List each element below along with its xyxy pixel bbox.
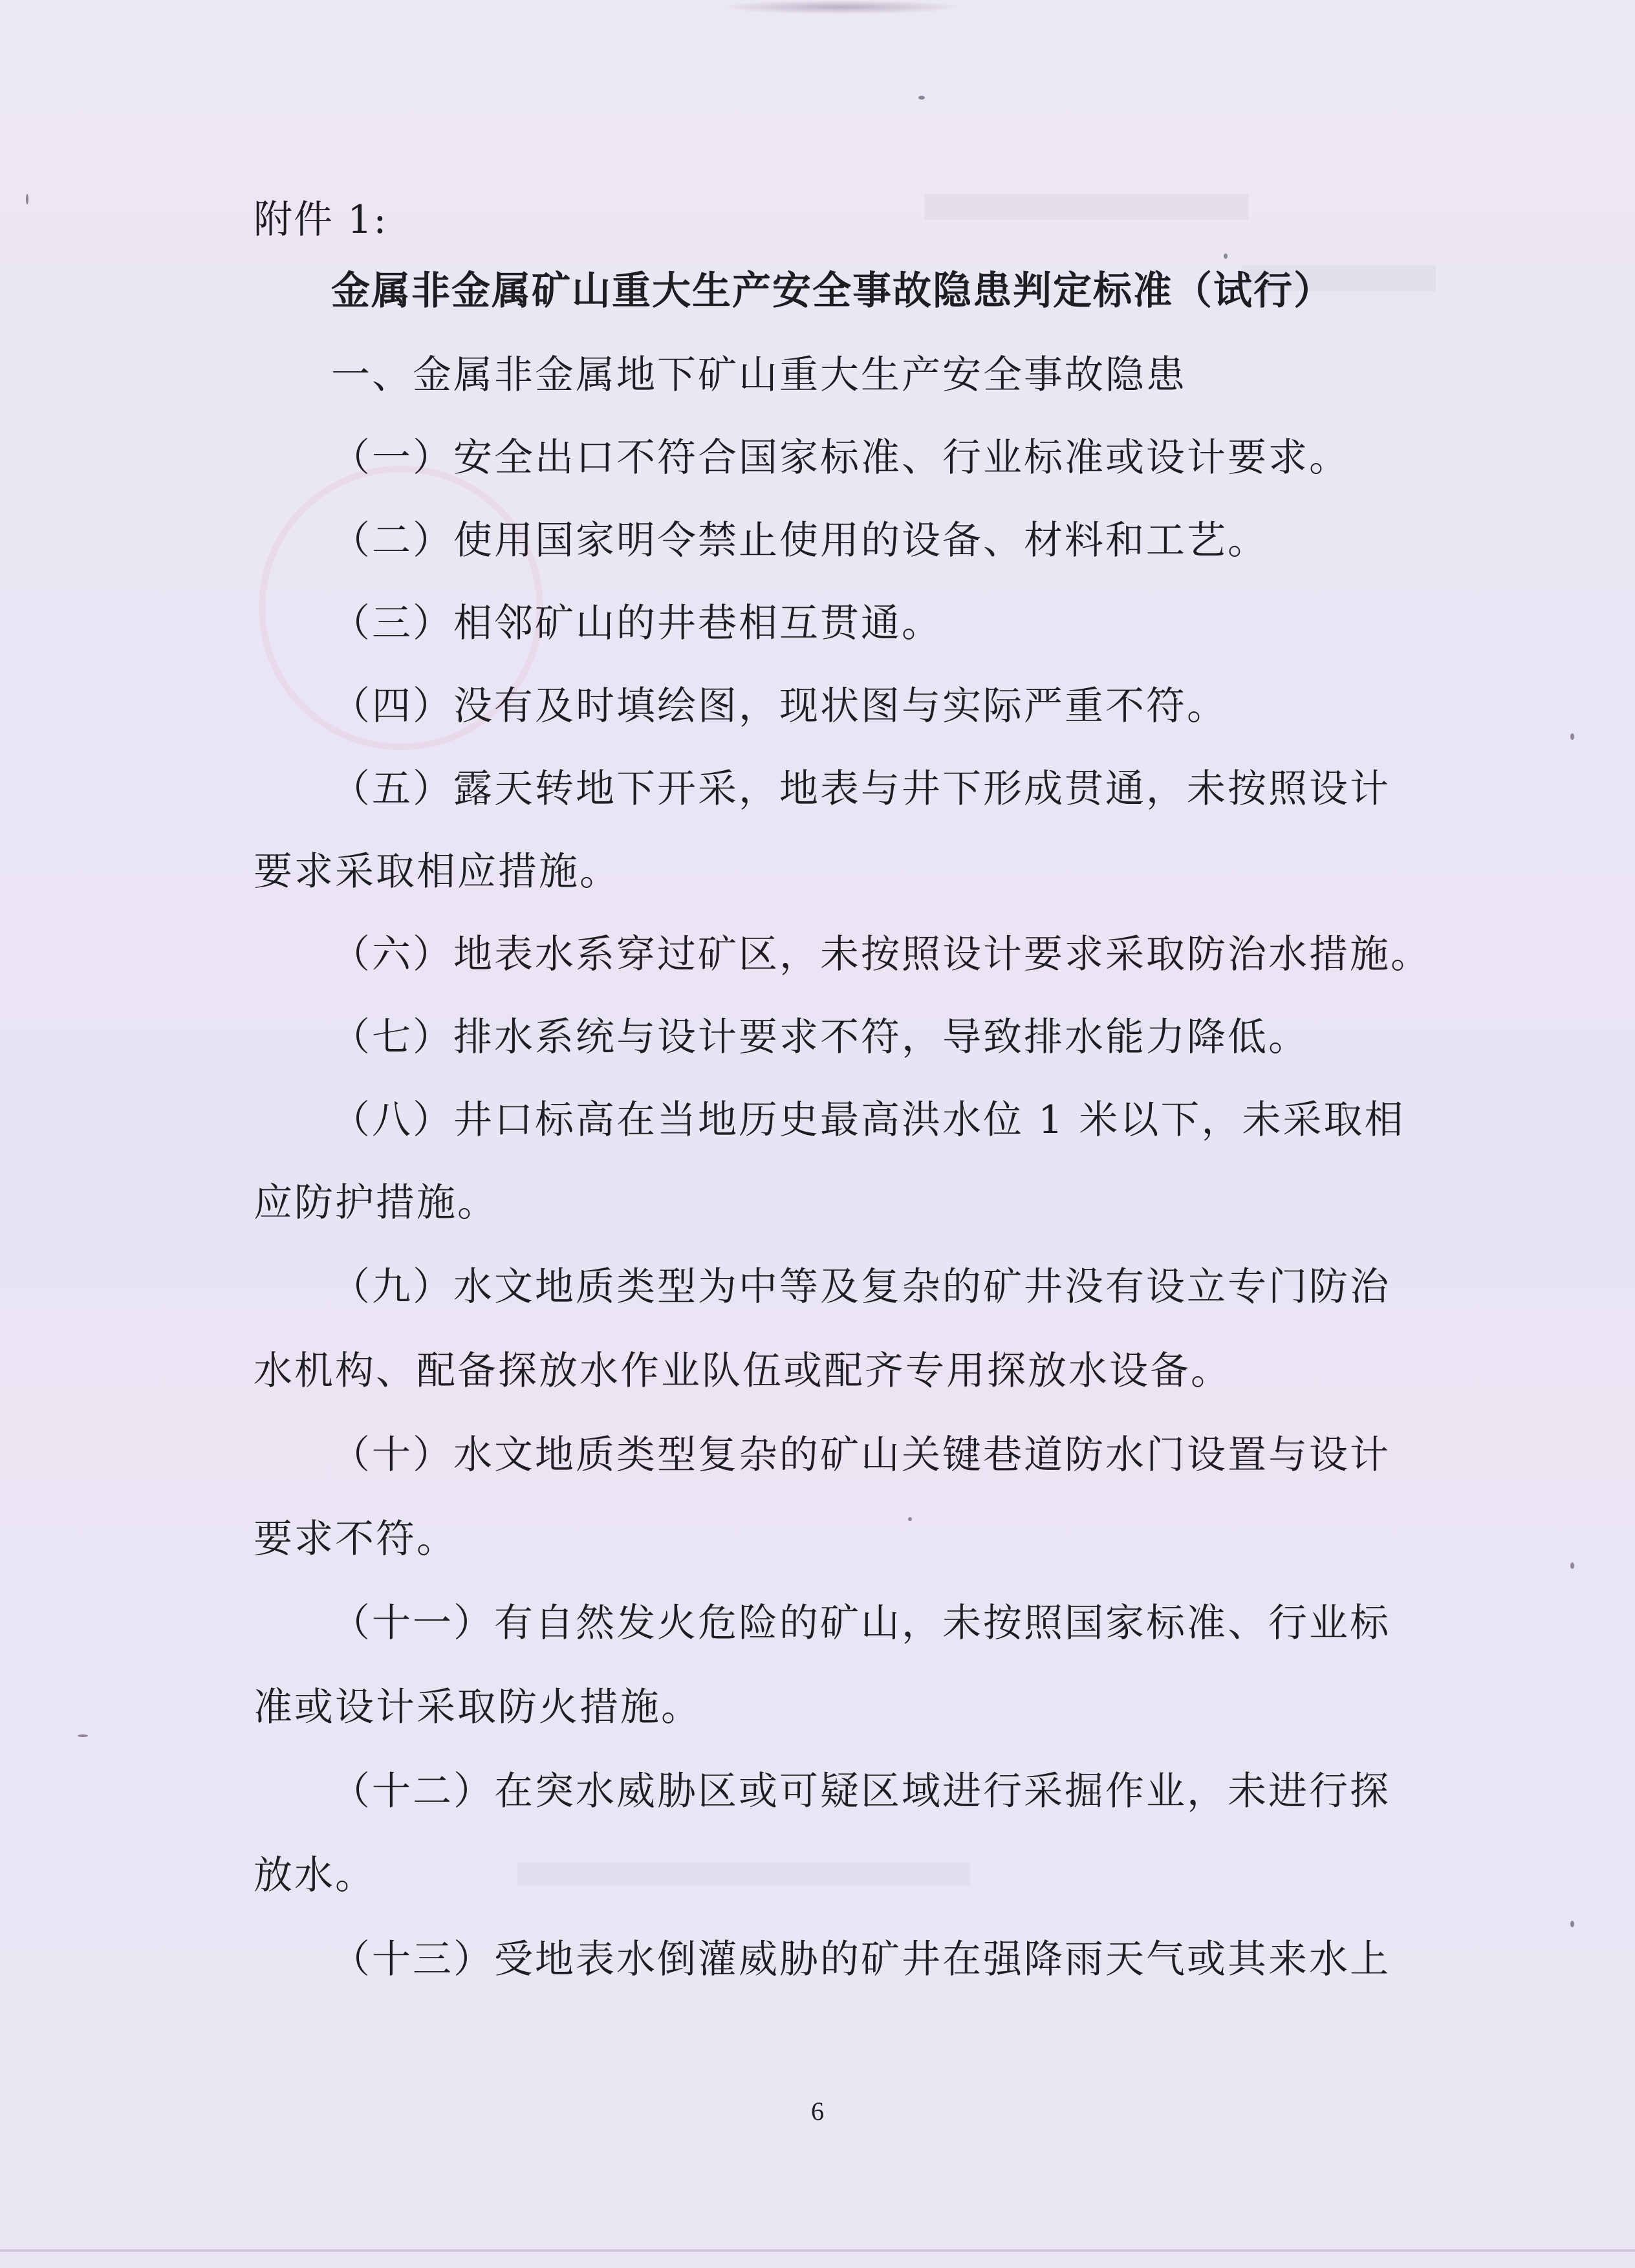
section-heading: 一、金属非金属地下矿山重大生产安全事故隐患 [331, 352, 1187, 398]
document-title: 金属非金属矿山重大生产安全事故隐患判定标准（试行） [331, 268, 1334, 314]
body-line: （十）水文地质类型复杂的矿山关键巷道防水门设置与设计 [331, 1432, 1391, 1478]
scan-speck [1570, 1562, 1574, 1569]
scan-speck [1224, 254, 1228, 259]
body-line: 要求不符。 [254, 1517, 457, 1562]
body-line: （二）使用国家明令禁止使用的设备、材料和工艺。 [331, 518, 1268, 563]
body-line: （三）相邻矿山的井巷相互贯通。 [331, 601, 942, 646]
body-line: 要求采取相应措施。 [254, 849, 620, 894]
body-line: 应防护措施。 [254, 1180, 498, 1226]
body-line: （十二）在突水威胁区或可疑区域进行采掘作业，未进行探 [331, 1769, 1391, 1814]
scan-speck [78, 1734, 88, 1737]
body-line: 放水。 [254, 1853, 376, 1898]
body-line: （四）没有及时填绘图，现状图与实际严重不符。 [331, 684, 1228, 729]
scan-speck [908, 1517, 912, 1521]
top-bleed-mark [718, 0, 964, 14]
body-line: （九）水文地质类型为中等及复杂的矿井没有设立专门防治 [331, 1264, 1391, 1310]
scan-speck [1570, 1921, 1574, 1927]
scan-bottom-edge [0, 2249, 1635, 2252]
body-line: 水机构、配备探放水作业队伍或配齐专用探放水设备。 [254, 1348, 1231, 1394]
attachment-label: 附件 1: [254, 197, 388, 243]
scan-speck [26, 194, 28, 204]
body-line: （六）地表水系穿过矿区，未按照设计要求采取防治水措施。 [331, 932, 1431, 977]
body-line: （一）安全出口不符合国家标准、行业标准或设计要求。 [331, 435, 1350, 481]
body-line: 准或设计采取防火措施。 [254, 1685, 702, 1730]
scan-speck [1570, 733, 1574, 740]
page-number: 6 [811, 2097, 824, 2126]
body-line: （五）露天转地下开采，地表与井下形成贯通，未按照设计 [331, 766, 1391, 812]
body-line: （八）井口标高在当地历史最高洪水位 1 米以下，未采取相 [331, 1097, 1405, 1143]
body-line: （七）排水系统与设计要求不符，导致排水能力降低。 [331, 1015, 1309, 1060]
scan-speck [918, 96, 925, 100]
body-line: （十一）有自然发火危险的矿山，未按照国家标准、行业标 [331, 1601, 1391, 1646]
body-line: （十三）受地表水倒灌威胁的矿井在强降雨天气或其来水上 [331, 1937, 1391, 1982]
